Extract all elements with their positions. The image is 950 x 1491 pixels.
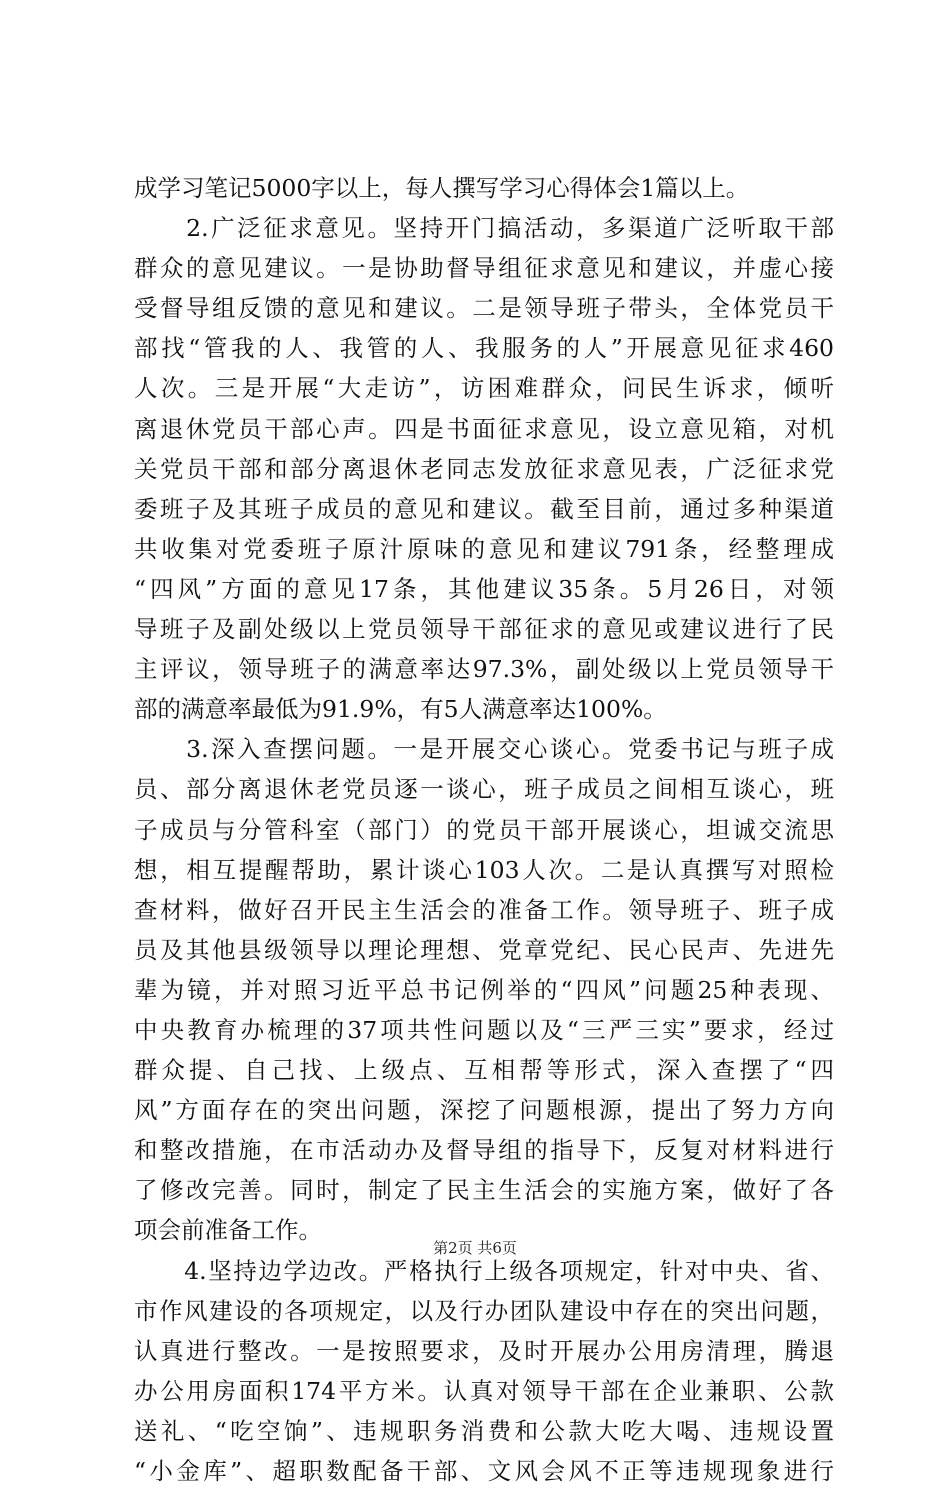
paragraph bbox=[134, 729, 834, 1250]
text-line: 部的满意率最低为91.9%，有5人满意率达100%。 bbox=[134, 695, 667, 724]
text-line: 子成员与分管科室（部门）的党员干部开展谈心，坦诚交流思 bbox=[134, 815, 834, 844]
text-line: “四风”方面的意见17条，其他建议35条。5月26日，对领 bbox=[134, 574, 834, 603]
text-line: 关党员干部和部分离退休老同志发放征求意见表，广泛征求党 bbox=[134, 454, 834, 483]
paragraph bbox=[134, 1251, 834, 1491]
text-line: 群众提、自己找、上级点、互相帮等形式，深入查摆了“四 bbox=[134, 1056, 834, 1085]
text-line: 中央教育办梳理的37项共性问题以及“三严三实”要求，经过 bbox=[134, 1015, 834, 1044]
text-line: 3.深入查摆问题。一是开展交心谈心。党委书记与班子成 bbox=[134, 735, 834, 764]
text-line: 和整改措施，在市活动办及督导组的指导下，反复对材料进行 bbox=[134, 1136, 834, 1165]
text-line: 离退休党员干部心声。四是书面征求意见，设立意见箱，对机 bbox=[134, 414, 834, 443]
text-line: 成学习笔记5000字以上，每人撰写学习心得体会1篇以上。 bbox=[134, 174, 750, 202]
text-line: 风”方面存在的突出问题，深挖了问题根源，提出了努力方向 bbox=[134, 1096, 834, 1125]
text-line: 送礼、“吃空饷”、违规职务消费和公款大吃大喝、违规设置 bbox=[134, 1416, 834, 1445]
document-body bbox=[134, 168, 834, 1491]
page-footer: 第2页 共6页 bbox=[433, 1239, 517, 1257]
text-line: 想，相互提醒帮助，累计谈心103人次。二是认真撰写对照检 bbox=[134, 855, 834, 884]
text-line: 项会前准备工作。 bbox=[134, 1216, 322, 1245]
text-line: 2.广泛征求意见。坚持开门搞活动，多渠道广泛听取干部 bbox=[134, 214, 834, 243]
text-line: 市作风建设的各项规定，以及行办团队建设中存在的突出问题， bbox=[134, 1296, 834, 1325]
paragraph bbox=[134, 208, 834, 729]
text-line: 员及其他县级领导以理论理想、党章党纪、民心民声、先进先 bbox=[134, 935, 834, 964]
text-line: 4.坚持边学边改。严格执行上级各项规定，针对中央、省、 bbox=[134, 1256, 834, 1285]
text-line: 主评议，领导班子的满意率达97.3%，副处级以上党员领导干 bbox=[134, 655, 834, 684]
text-line: 受督导组反馈的意见和建议。二是领导班子带头，全体党员干 bbox=[134, 294, 834, 323]
text-line: 员、部分离退休老党员逐一谈心，班子成员之间相互谈心，班 bbox=[134, 775, 834, 804]
text-line: 辈为镜，并对照习近平总书记例举的“四风”问题25种表现、 bbox=[134, 975, 834, 1004]
paragraph bbox=[134, 168, 834, 208]
text-line: 导班子及副处级以上党员领导干部征求的意见或建议进行了民 bbox=[134, 615, 834, 644]
text-line: 人次。三是开展“大走访”，访困难群众，问民生诉求，倾听 bbox=[134, 374, 834, 403]
text-line: 委班子及其班子成员的意见和建议。截至目前，通过多种渠道 bbox=[134, 494, 834, 523]
text-line: 办公用房面积174平方米。认真对领导干部在企业兼职、公款 bbox=[134, 1376, 834, 1405]
text-line: 部找“管我的人、我管的人、我服务的人”开展意见征求460 bbox=[134, 334, 834, 363]
text-line: 共收集对党委班子原汁原味的意见和建议791条，经整理成 bbox=[134, 534, 834, 563]
text-line: 查材料，做好召开民主生活会的准备工作。领导班子、班子成 bbox=[134, 895, 834, 924]
text-line: 认真进行整改。一是按照要求，及时开展办公用房清理，腾退 bbox=[134, 1336, 834, 1365]
text-line: “小金库”、超职数配备干部、文风会风不正等违规现象进行 bbox=[134, 1457, 834, 1485]
text-line: 了修改完善。同时，制定了民主生活会的实施方案，做好了各 bbox=[134, 1176, 834, 1205]
text-line: 群众的意见建议。一是协助督导组征求意见和建议，并虚心接 bbox=[134, 254, 834, 283]
